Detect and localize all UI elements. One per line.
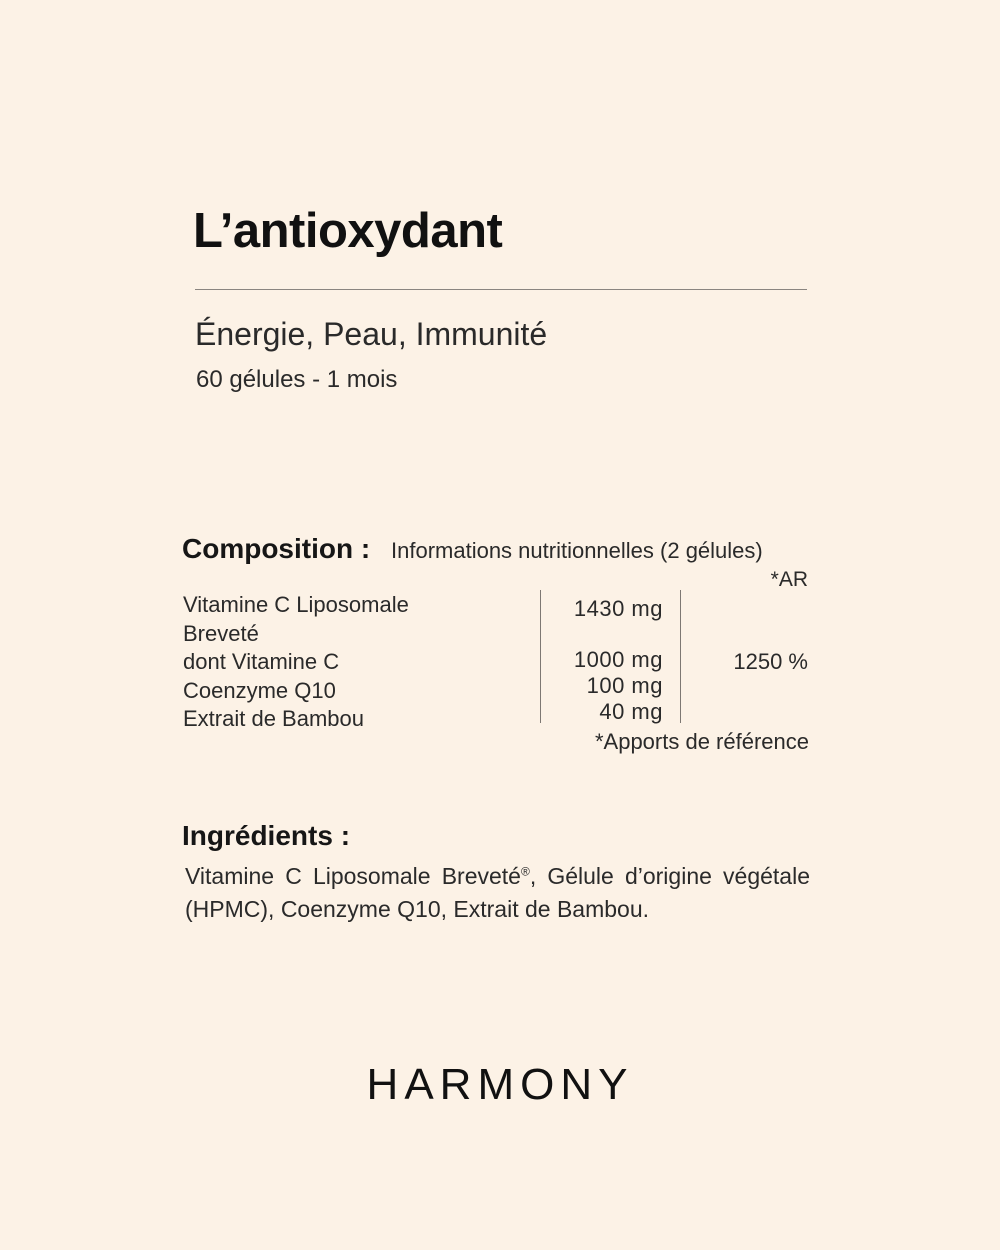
title-divider: [195, 289, 807, 290]
composition-footnote: *Apports de référence: [594, 729, 809, 754]
composition-row-quantity: 100 mg: [586, 673, 663, 698]
composition-row-ar: 1250 %: [733, 649, 808, 674]
composition-row-quantity: 40 mg: [599, 699, 663, 724]
composition-row-quantity: 1430 mg: [573, 596, 663, 621]
column-divider: [540, 590, 541, 723]
composition-row-quantity: 1000 mg: [573, 647, 663, 672]
composition-info: Informations nutritionnelles (2 gélules): [391, 538, 763, 563]
composition-row-name: Extrait de Bambou: [183, 706, 364, 731]
ar-column-header: *AR: [770, 568, 808, 591]
brand-logo: HARMONY: [366, 1060, 634, 1109]
product-subtitle: Énergie, Peau, Immunité: [195, 316, 548, 352]
composition-row-name: Breveté: [183, 621, 259, 646]
ingredients-text: Vitamine C Liposomale Breveté®, Gélule d’origine végétale (HPMC), Coenzyme Q10, Extrait de Bambou.: [185, 863, 810, 922]
product-title: L’antioxydant: [193, 204, 503, 258]
composition-row-name: Coenzyme Q10: [183, 678, 336, 703]
registered-mark: ®: [520, 864, 530, 879]
column-divider: [680, 590, 681, 723]
composition-row-name: Vitamine C Liposomale: [183, 592, 409, 617]
ingredients-heading: Ingrédients :: [182, 820, 351, 851]
composition-row-name: dont Vitamine C: [183, 649, 340, 674]
product-format: 60 gélules - 1 mois: [196, 366, 398, 393]
composition-heading: Composition :: [182, 533, 371, 564]
